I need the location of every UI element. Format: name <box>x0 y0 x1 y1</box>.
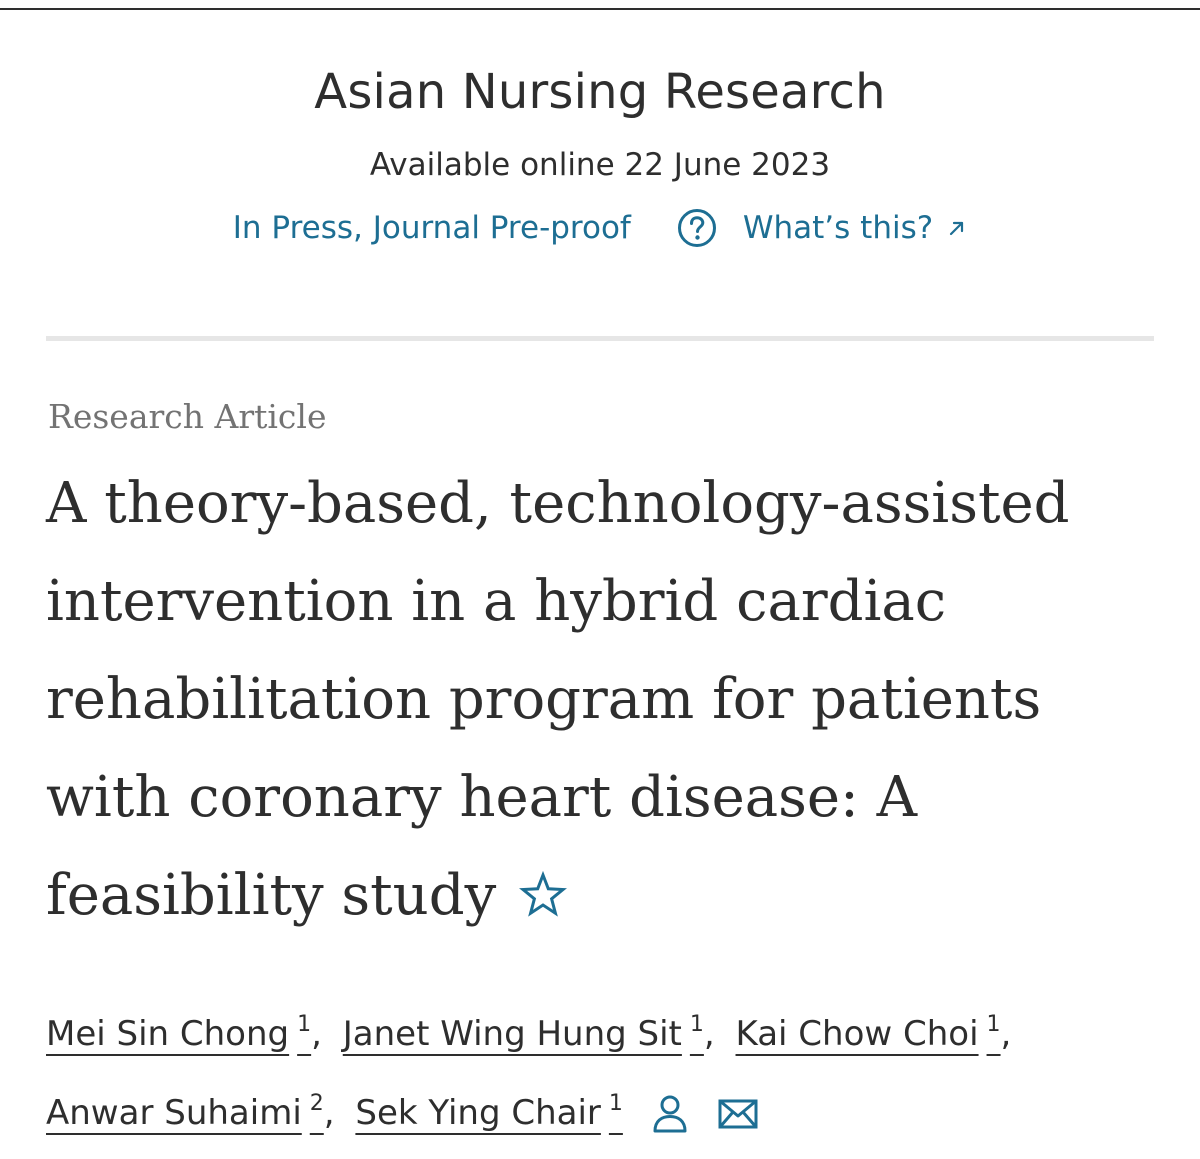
star-outline-icon[interactable] <box>518 870 568 920</box>
external-arrow-icon <box>947 218 967 238</box>
author-affiliation: 2 <box>309 1091 324 1116</box>
person-icon[interactable] <box>649 1092 691 1134</box>
author-name: Anwar Suhaimi <box>46 1093 302 1133</box>
author-name: Janet Wing Hung Sit <box>342 1014 682 1054</box>
question-circle-icon <box>677 208 717 248</box>
section-divider <box>46 336 1154 341</box>
author-affiliation: 1 <box>986 1012 1001 1037</box>
author-link[interactable] <box>355 1093 623 1133</box>
whats-this-label: What’s this? <box>742 210 934 246</box>
author-separator: , <box>1000 1014 1012 1054</box>
author-affiliation: 1 <box>689 1012 704 1037</box>
author-link[interactable] <box>46 1014 311 1054</box>
author-list <box>46 990 1166 1148</box>
author-separator: , <box>311 1014 322 1054</box>
article-title-text: A theory-based, technology-assisted intervention in a hybrid cardiac rehabilitation program for patients with coronary heart disease: A feasibility study <box>46 471 1070 928</box>
author-affiliation: 1 <box>297 1012 312 1037</box>
author-separator: , <box>703 1014 715 1054</box>
author-link[interactable] <box>46 1093 324 1133</box>
whats-this-link[interactable] <box>677 204 967 252</box>
author-name: Mei Sin Chong <box>46 1014 290 1054</box>
author-name: Sek Ying Chair <box>355 1093 601 1133</box>
envelope-icon[interactable] <box>717 1092 759 1134</box>
article-title <box>46 455 1166 945</box>
author-separator: , <box>323 1093 335 1133</box>
journal-name[interactable]: Asian Nursing Research <box>314 64 886 120</box>
author-link[interactable] <box>736 1014 1001 1054</box>
journal-header <box>0 58 1200 252</box>
in-press-link[interactable]: In Press, Journal Pre-proof <box>232 210 631 246</box>
author-affiliation: 1 <box>608 1091 623 1116</box>
author-name: Kai Chow Choi <box>735 1014 979 1054</box>
article-type-label: Research Article <box>48 397 327 436</box>
available-online-date: Available online 22 June 2023 <box>369 147 831 183</box>
article-status-row <box>0 204 1200 252</box>
top-rule <box>0 0 1200 10</box>
author-link[interactable] <box>343 1014 704 1054</box>
